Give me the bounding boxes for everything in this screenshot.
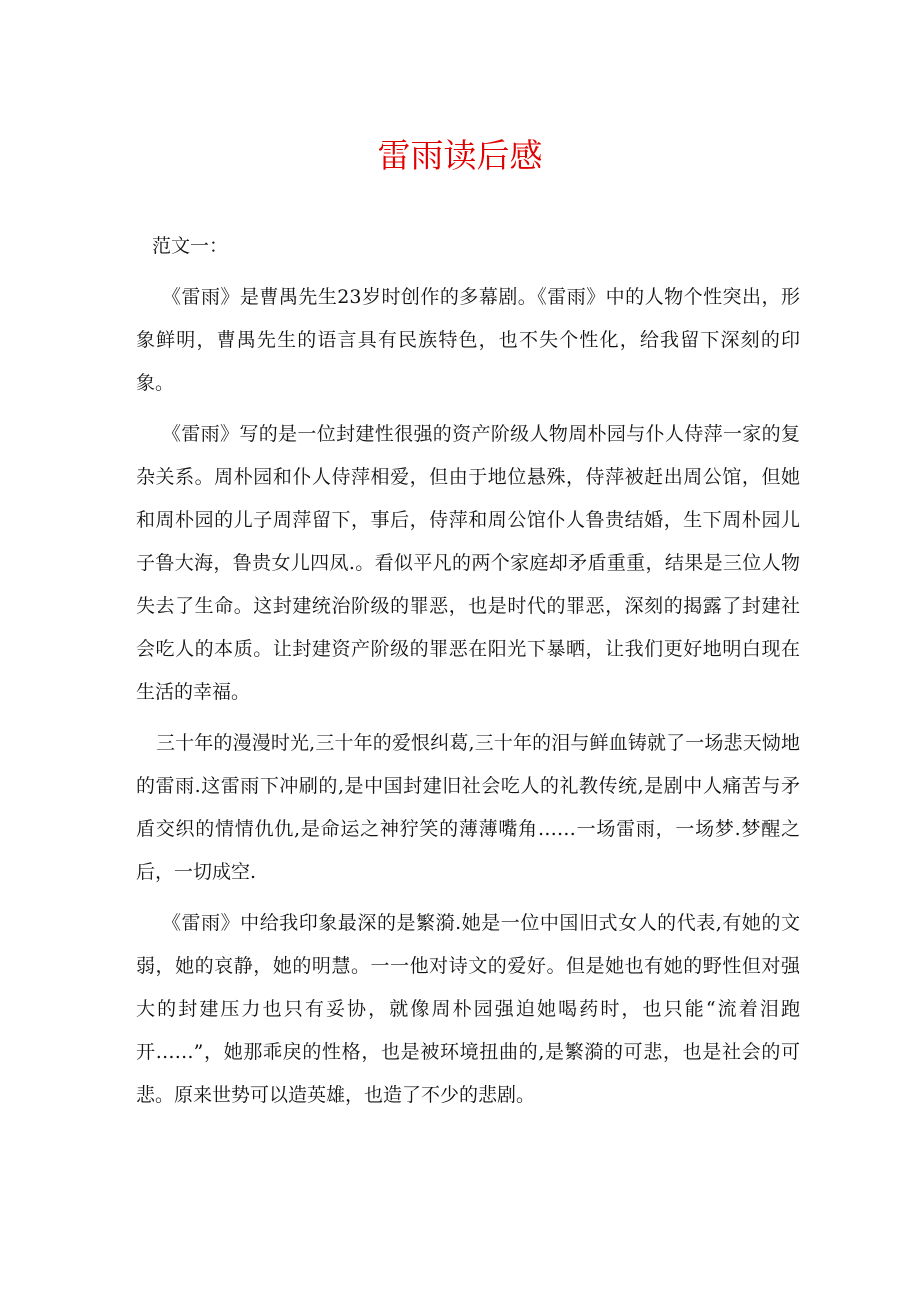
document-body	[136, 225, 800, 1125]
paragraph-2: 《雷雨》写的是一位封建性很强的资产阶级人物周朴园与仆人侍萍一家的复杂关系。周朴园和仆人侍萍相爱，但由于地位悬殊，侍萍被赶出周公馆，但她和周朴园的儿子周萍留下，事后，侍萍和周公馆仆人鲁贵结婚，生下周朴园儿子鲁大海，鲁贵女儿四凤.。看似平凡的两个家庭却矛盾重重，结果是三位人物失去了生命。这封建统治阶级的罪恶，也是时代的罪恶，深刻的揭露了封建社会吃人的本质。让封建资产阶级的罪恶在阳光下暴晒，让我们更好地明白现在生活的幸福。	[136, 423, 800, 703]
section-label: 范文一：	[152, 235, 229, 257]
paragraph-4: 《雷雨》中给我印象最深的是繁漪.她是一位中国旧式女人的代表,有她的文弱，她的哀静，她的明慧。一一他对诗文的爱好。但是她也有她的野性但对强大的封建压力也只有妥协，就像周朴园强迫她喝药时，也只能“流着泪跑开……”，她那乖戾的性格，也是被环境扭曲的,是繁漪的可悲，也是社会的可悲。原来世势可以造英雄，也造了不少的悲剧。	[136, 912, 800, 1106]
paragraph-3: 三十年的漫漫时光,三十年的爱恨纠葛,三十年的泪与鲜血铸就了一场悲天恸地的雷雨.这雷雨下冲刷的,是中国封建旧社会吃人的礼教传统,是剧中人痛苦与矛盾交织的情情仇仇,是命运之神狞笑的薄薄嘴角……一场雷雨，一场梦.梦醒之后，一切成空.	[136, 732, 800, 883]
document-title: 雷雨读后感	[377, 136, 543, 175]
paragraph-1: 《雷雨》是曹禺先生23岁时创作的多幕剧。《雷雨》中的人物个性突出，形象鲜明，曹禺先生的语言具有民族特色，也不失个性化，给我留下深刻的印象。	[136, 286, 800, 394]
